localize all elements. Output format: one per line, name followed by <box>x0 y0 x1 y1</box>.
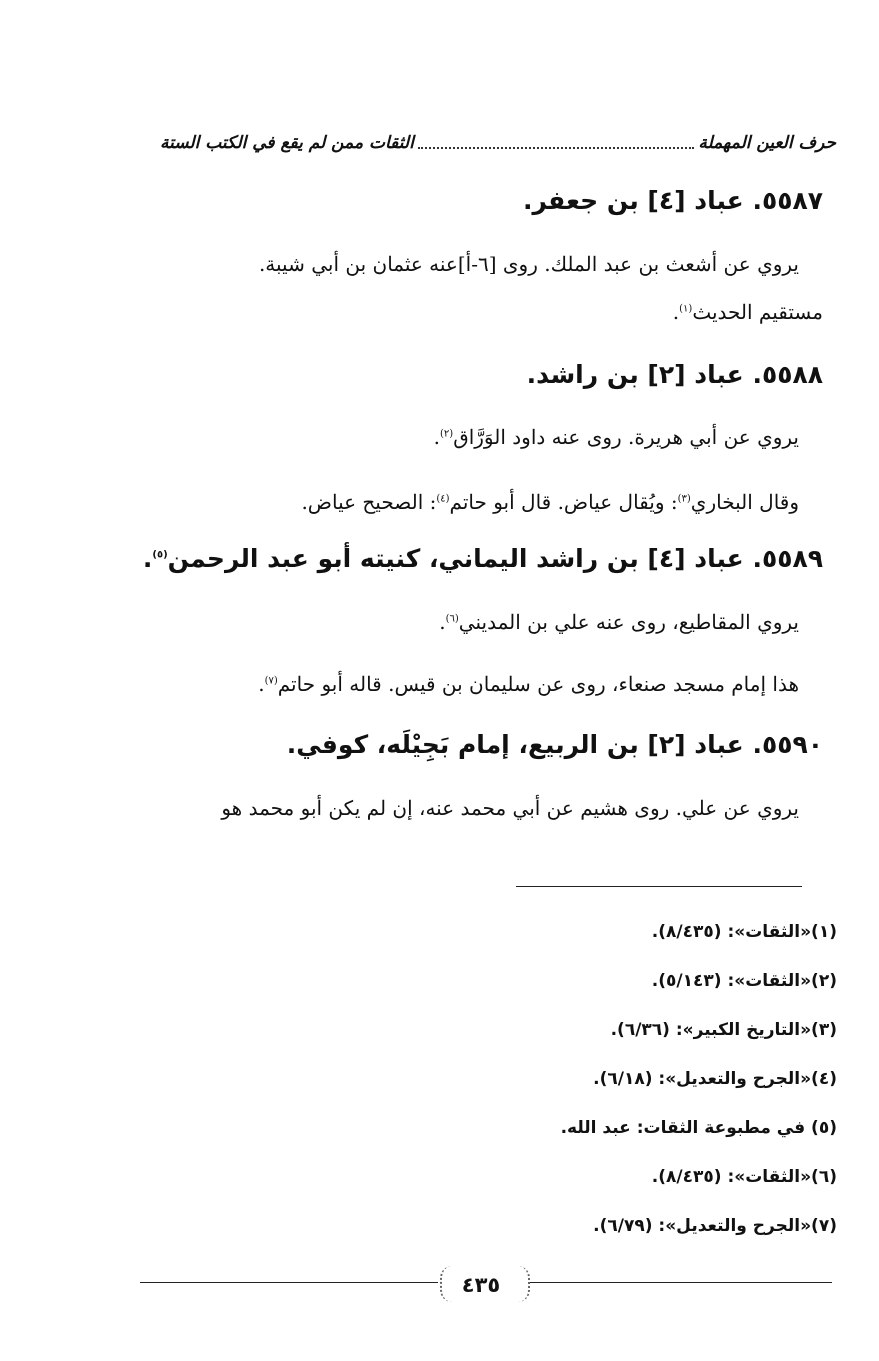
entry-title-5589 <box>143 544 823 573</box>
page-number: ٤٣٥ <box>461 1273 501 1297</box>
footnote-ref-4: (٤) <box>436 493 450 505</box>
footnote-1: (١)«الثقات»: (٨/٤٣٥). <box>651 922 837 942</box>
footnote-ref-6: (٦) <box>445 613 459 625</box>
entry-5588-line-1-end: . <box>433 425 441 449</box>
entry-title-5587: ٥٥٨٧. عباد [٤] بن جعفر. <box>522 186 823 215</box>
footnotes <box>317 922 837 1265</box>
entry-5587-line-2 <box>673 300 823 324</box>
entry-5589-line-1-text: يروي المقاطيع، روى عنه علي بن المديني <box>458 610 799 634</box>
entry-5590-line-1: يروي عن علي. روى هشيم عن أبي محمد عنه، إن لم يكن أبو محمد هو <box>221 796 799 820</box>
footnote-7: (٧)«الجرح والتعديل»: (٦/٧٩). <box>593 1216 837 1236</box>
footnote-5: (٥) في مطبوعة الثقات: عبد الله. <box>560 1118 837 1138</box>
entry-5588-line-2 <box>301 490 799 514</box>
page-number-rule-right <box>528 1282 832 1283</box>
entry-5589-line-2-text: هذا إمام مسجد صنعاء، روى عن سليمان بن قيس. قاله أبو حاتم <box>277 672 799 696</box>
footnote-ref-3: (٣) <box>677 493 691 505</box>
footnote-ref-7: (٧) <box>264 675 278 687</box>
entry-title-5589-end: . <box>142 544 153 573</box>
entry-title-5589-text: ٥٥٨٩. عباد [٤] بن راشد اليماني، كنيته أبو عبد الرحمن <box>167 544 823 573</box>
entry-title-5590: ٥٥٩٠. عباد [٢] بن الربيع، إمام بَجِيْلَه، كوفي. <box>286 730 823 759</box>
entry-5588-line-2-text-c: : الصحيح عياض. <box>301 490 437 514</box>
entry-5588-line-2-text-a: وقال البخاري <box>690 490 799 514</box>
running-header <box>160 126 836 160</box>
footnote-6: (٦)«الثقات»: (٨/٤٣٥). <box>651 1167 837 1187</box>
footnote-2: (٢)«الثقات»: (٥/١٤٣). <box>651 971 837 991</box>
header-dot-leader <box>418 137 695 149</box>
page-number-rule-left <box>140 1282 438 1283</box>
footnote-separator <box>516 886 802 887</box>
footnote-3: (٣)«التاريخ الكبير»: (٦/٣٦). <box>610 1020 837 1040</box>
header-book-title: الثقات ممن لم يقع في الكتب الستة <box>160 133 414 153</box>
entry-5589-line-1 <box>439 610 799 634</box>
header-chapter: حرف العين المهملة <box>698 133 836 153</box>
entry-5589-line-2-end: . <box>258 672 265 696</box>
entry-5588-line-2-text-b: : ويُقال عياض. قال أبو حاتم <box>449 490 678 514</box>
entry-5589-line-1-end: . <box>439 610 446 634</box>
entry-5588-line-1-text: يروي عن أبي هريرة. روى عنه داود الوَرَّاق <box>453 425 799 449</box>
entry-5587-line-2-end: . <box>672 300 680 324</box>
entry-5588-line-1 <box>434 425 799 449</box>
entry-title-5588: ٥٥٨٨. عباد [٢] بن راشد. <box>526 360 823 389</box>
entry-5587-line-2-text: مستقيم الحديث <box>692 300 823 324</box>
entry-5589-line-2 <box>258 672 799 696</box>
entry-5587-line-1: يروي عن أشعث بن عبد الملك. روى [٦-أ]عنه عثمان بن أبي شيبة. <box>258 252 799 276</box>
footnote-ref-1: (١) <box>679 303 693 315</box>
footnote-ref-5: (٥) <box>152 549 168 561</box>
footnote-ref-2: (٢) <box>440 428 454 440</box>
footnote-4: (٤)«الجرح والتعديل»: (٦/١٨). <box>593 1069 837 1089</box>
